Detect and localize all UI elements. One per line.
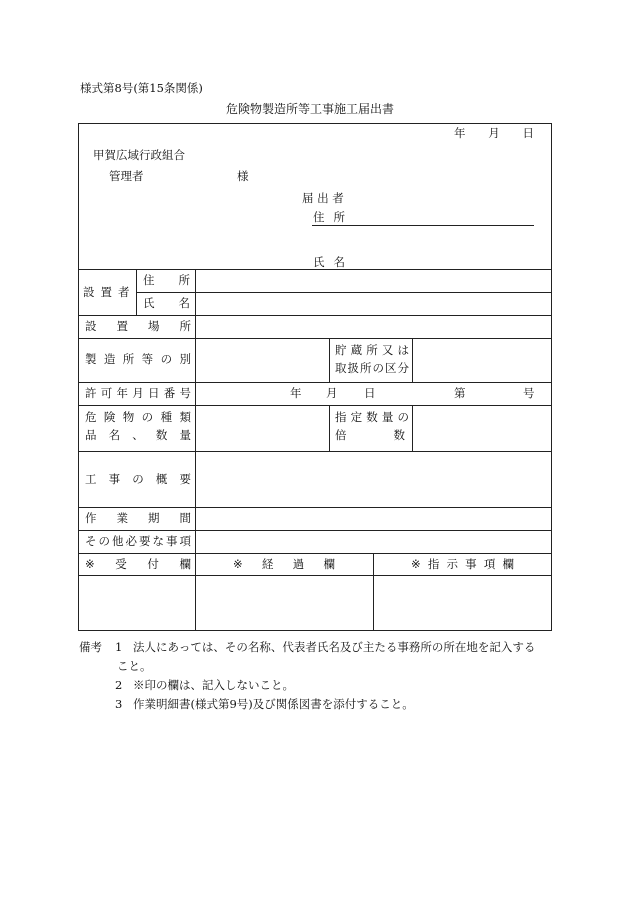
hazmat-label-1: 危 険 物 の 種 類 <box>85 410 191 424</box>
other-field[interactable] <box>197 531 550 552</box>
honorific: 様 <box>237 169 249 183</box>
hazmat-field[interactable] <box>197 406 328 450</box>
permit-no-suffix: 号 <box>523 386 535 400</box>
quantity-field[interactable] <box>414 406 550 450</box>
installer-name-label: 氏 名 <box>143 296 190 310</box>
facility-type-field[interactable] <box>197 339 328 381</box>
permit-year: 年 <box>290 386 302 400</box>
work-period-label: 作 業 期 間 <box>85 511 191 525</box>
instructions-header: ※ 指 示 事 項 欄 <box>411 557 514 571</box>
location-label: 設 置 場 所 <box>85 319 191 333</box>
note-2-text: ※印の欄は、記入しないこと。 <box>133 678 294 692</box>
notifier-name-label: 氏 名 <box>313 255 345 269</box>
hazmat-label-2: 品 名 、 数 量 <box>85 428 191 442</box>
installer-label: 設置者 <box>83 285 136 299</box>
storage-type-label-1: 貯 蔵 所 又 は <box>335 343 409 357</box>
work-outline-field[interactable] <box>197 452 550 506</box>
quantity-label-1: 指 定 数 量 の <box>335 410 409 424</box>
progress-field[interactable] <box>197 577 372 629</box>
permit-month: 月 <box>326 386 338 400</box>
facility-type-label: 製 造 所 等 の 別 <box>85 352 191 366</box>
quantity-label-2: 倍 数 <box>335 428 405 442</box>
other-label: そ の 他 必 要 な 事 項 <box>85 534 191 548</box>
manager-label: 管理者 <box>109 169 144 183</box>
storage-type-field[interactable] <box>414 339 550 381</box>
storage-type-label-2: 取 扱 所 の 区 分 <box>335 361 409 375</box>
installer-name-field[interactable] <box>197 293 550 314</box>
work-period-field[interactable] <box>197 508 550 529</box>
notifier-address-field[interactable] <box>312 225 534 226</box>
permit-day: 日 <box>364 386 376 400</box>
progress-header: ※ 経 過 欄 <box>233 557 335 571</box>
note-1-number: 1 <box>115 640 123 654</box>
reception-field[interactable] <box>80 577 194 629</box>
note-2-number: 2 <box>115 678 123 692</box>
note-3-text: 作業明細書(様式第9号)及び関係図書を添付すること。 <box>133 697 414 711</box>
note-3-number: 3 <box>115 697 123 711</box>
note-1-text: 法人にあっては、その名称、代表者氏名及び主たる事務所の所在地を記入する <box>133 640 536 654</box>
notifier-label: 届 出 者 <box>302 191 344 205</box>
instructions-field[interactable] <box>375 577 550 629</box>
notifier-address-label: 住 所 <box>313 210 345 224</box>
installer-address-field[interactable] <box>197 270 550 291</box>
location-field[interactable] <box>197 316 550 337</box>
note-1-continuation: こと。 <box>117 659 152 673</box>
permit-no-prefix: 第 <box>454 386 466 400</box>
work-outline-label: 工 事 の 概 要 <box>85 472 191 486</box>
form-number: 様式第8号(第15条関係) <box>80 81 203 95</box>
reception-header: ※ 受 付 欄 <box>85 557 191 571</box>
notes-label: 備考 <box>79 640 102 654</box>
installer-address-label: 住 所 <box>143 273 190 287</box>
permit-label: 許 可 年 月 日 番 号 <box>85 386 191 400</box>
form-title: 危険物製造所等工事施工届出書 <box>226 102 395 116</box>
date-field[interactable]: 年 月 日 <box>454 126 534 140</box>
addressee: 甲賀広域行政組合 <box>93 148 185 162</box>
